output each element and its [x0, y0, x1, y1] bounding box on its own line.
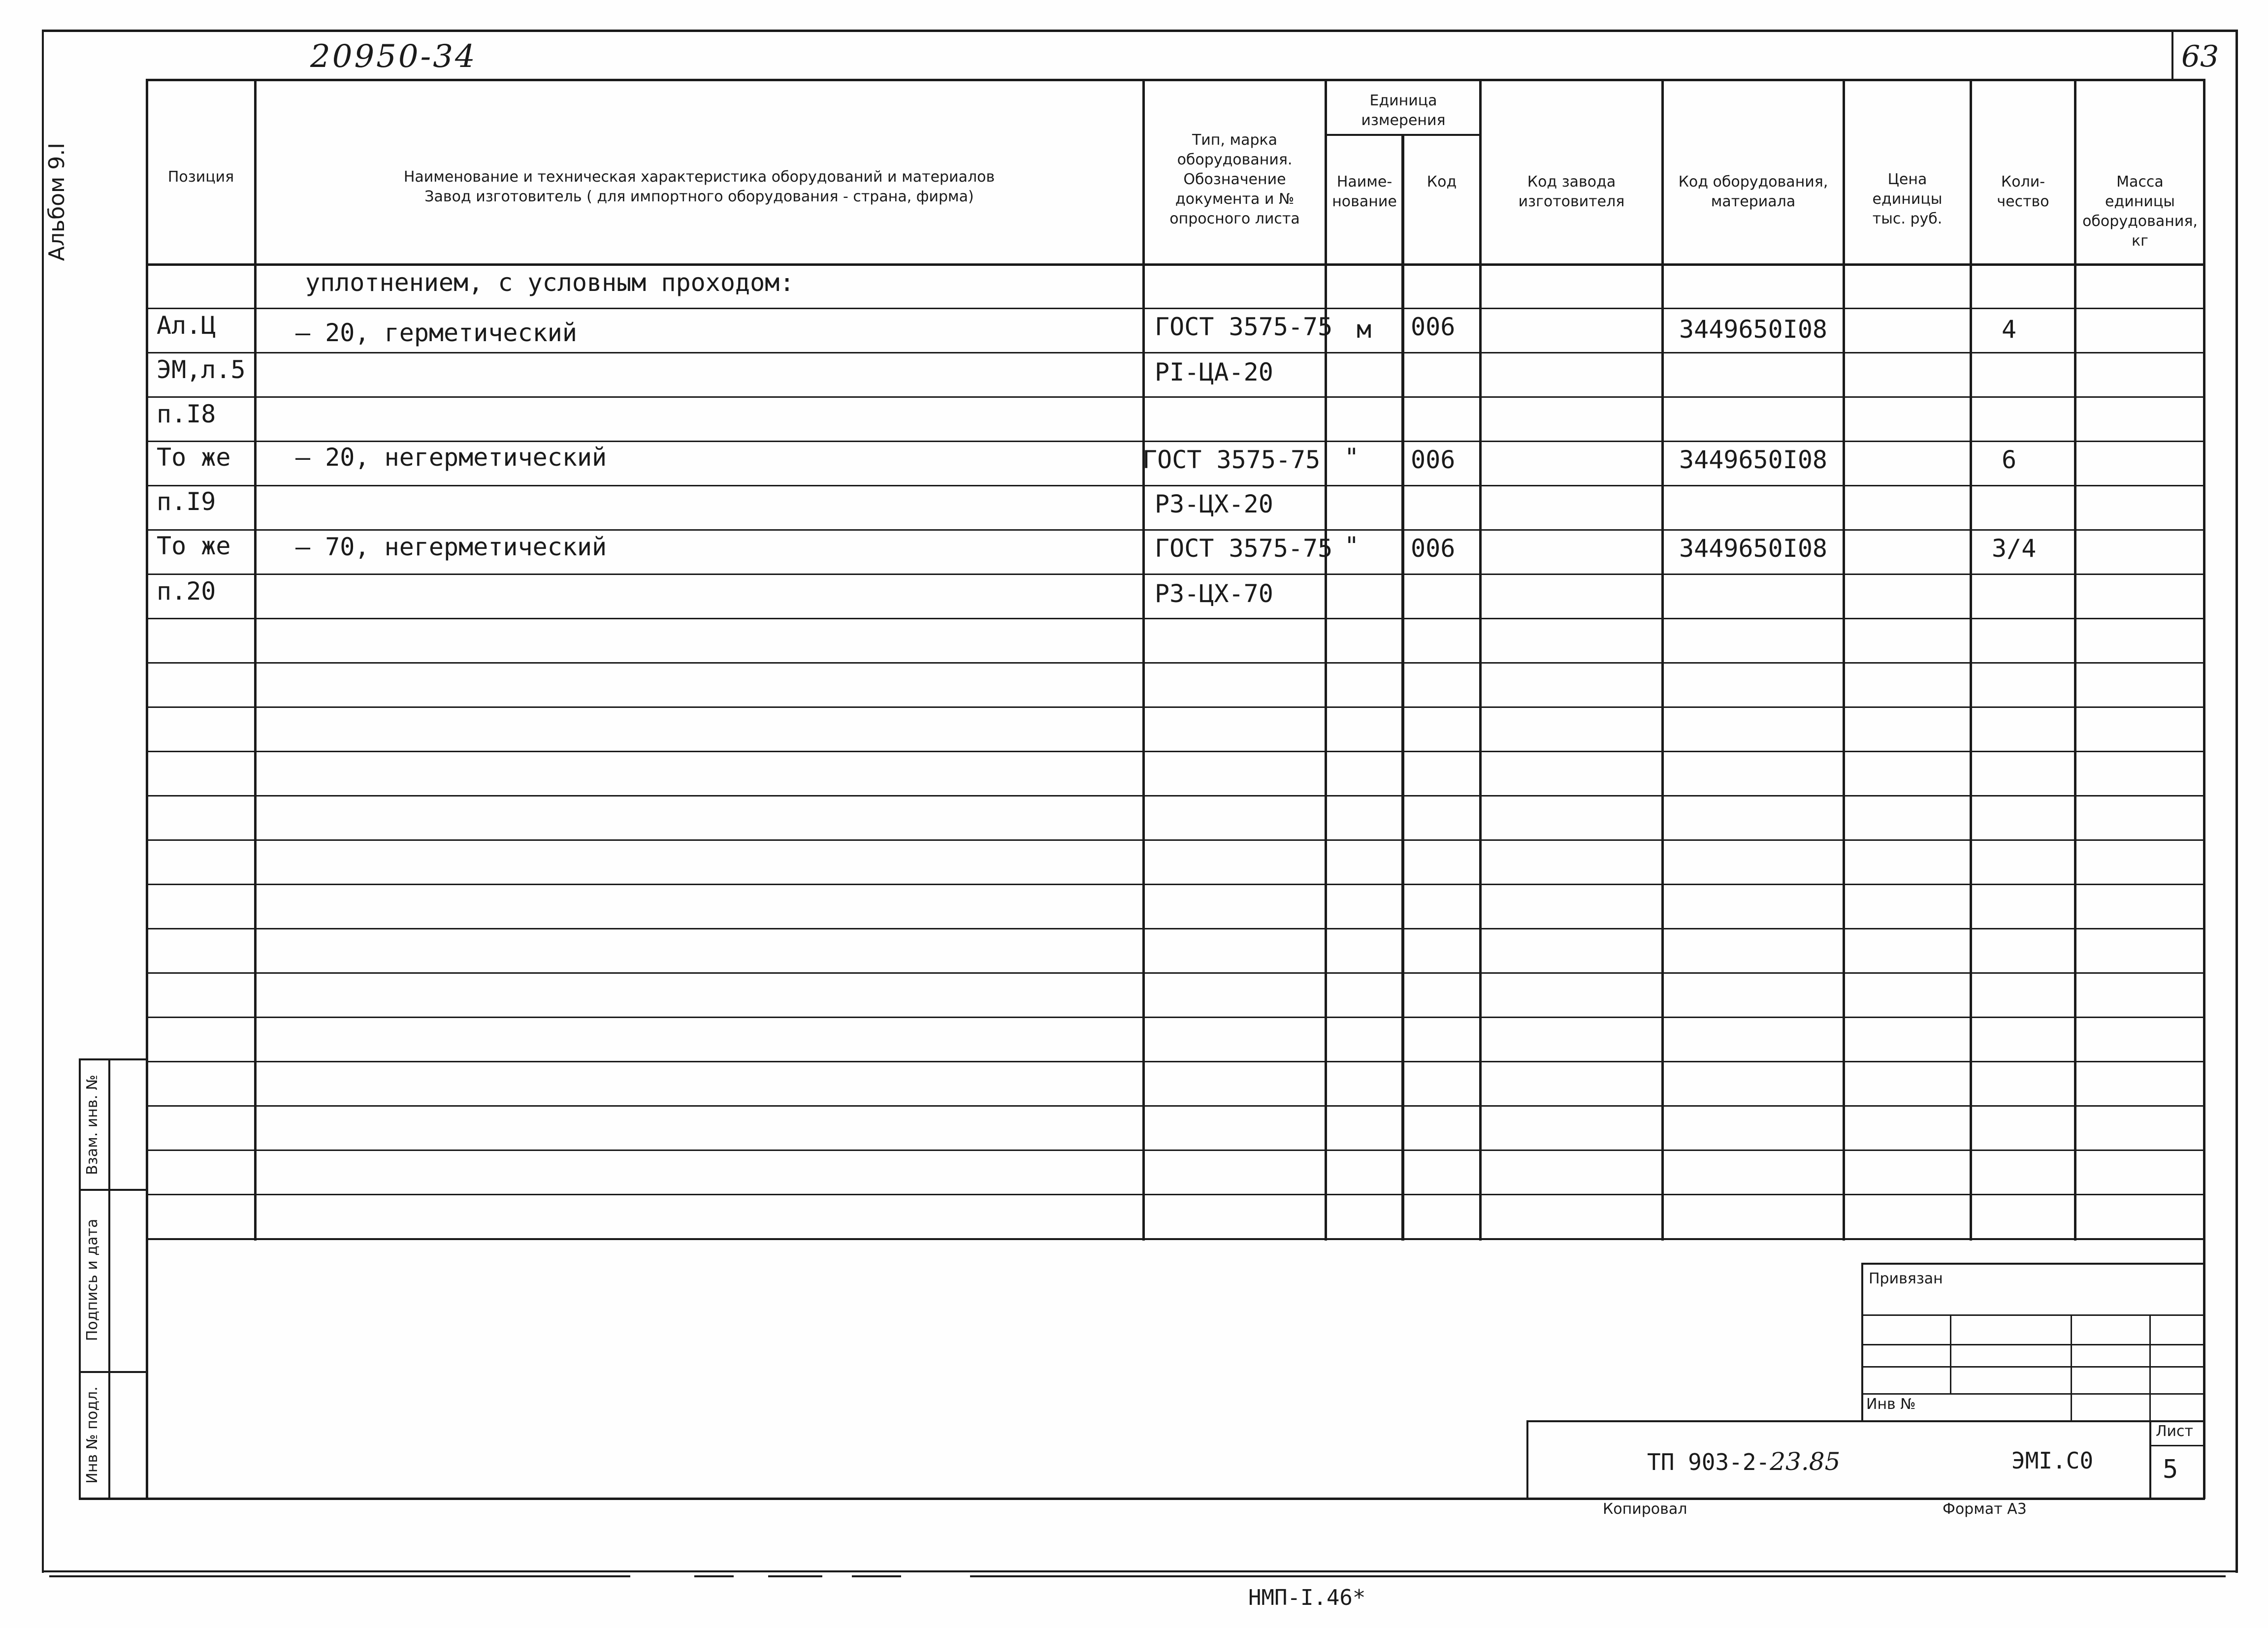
- row-4-type: ГОСТ 3575-75: [1142, 446, 1321, 474]
- sheet-corner-number: 63: [2181, 39, 2219, 74]
- hdr-price-3: тыс. руб.: [1872, 210, 1943, 227]
- hdr-price: [1845, 167, 1970, 231]
- hdr-unit-group-2: измерения: [1361, 112, 1446, 129]
- privyazan-left: [1861, 1263, 1863, 1420]
- hdr-name-line1: Наименование и техническая характеристика оборудований и материалов: [403, 168, 995, 186]
- row-7-pos: п.20: [157, 577, 216, 606]
- row-5-pos: п.I9: [157, 487, 216, 516]
- table-row-rule: [147, 441, 2205, 442]
- hdr-mass-1: Масса: [2116, 173, 2164, 191]
- doc-code-prefix: ТП 903-2-: [1647, 1449, 1770, 1475]
- row-4-name: – 20, негерметический: [295, 443, 607, 472]
- hdr-type: [1145, 118, 1325, 241]
- hdr-mass-2: единицы: [2105, 193, 2175, 210]
- table-row-rule: [147, 1105, 2205, 1107]
- hdr-mass: [2075, 167, 2204, 256]
- hdr-name-line2: Завод изготовитель ( для импортного оборудования - страна, фирма): [424, 188, 974, 205]
- row-1-name: – 20, герметический: [295, 319, 577, 347]
- side-stamp-inv: Инв № подл.: [84, 1386, 101, 1484]
- row-4-qty: 6: [2002, 446, 2017, 474]
- row-6-code: 006: [1411, 534, 1456, 563]
- hdr-type-5: опросного листа: [1169, 210, 1300, 227]
- sheet-cell-left: [2149, 1420, 2151, 1499]
- title-block-left: [1526, 1420, 1528, 1499]
- hdr-unit-name-1: Наиме-: [1336, 173, 1393, 191]
- col-line-8: [1970, 79, 1972, 1241]
- table-row-rule: [147, 1017, 2205, 1018]
- row-1-type: ГОСТ 3575-75: [1155, 313, 1333, 341]
- table-row-rule: [147, 751, 2205, 752]
- hdr-unit-name-2: нование: [1332, 193, 1397, 210]
- table-row-rule: [147, 662, 2205, 664]
- hdr-equipment-code-2: материала: [1711, 193, 1796, 210]
- footer-code: НМП-I.46*: [1248, 1585, 1366, 1610]
- title-block-top: [1526, 1420, 2203, 1422]
- col-line-7: [1843, 79, 1845, 1241]
- privyazan-h4: [1861, 1393, 2203, 1395]
- hdr-price-2: единицы: [1872, 191, 1943, 208]
- hdr-name: [256, 158, 1142, 217]
- side-stamp-mid: [108, 1058, 110, 1499]
- bottom-dash-2: [694, 1575, 734, 1577]
- row-4-eq: 3449650I08: [1679, 446, 1828, 474]
- row-7-type: P3-ЦХ-70: [1155, 579, 1273, 608]
- row-1-pos: Ал.Ц: [157, 311, 216, 340]
- privyazan-h2: [1861, 1344, 2203, 1345]
- table-row-rule: [147, 1194, 2205, 1195]
- table-row-rule: [147, 618, 2205, 619]
- hdr-position: Позиция: [167, 168, 234, 186]
- row-3-pos: п.I8: [157, 400, 216, 428]
- row-4-pos: То же: [157, 443, 231, 472]
- frame-top: [42, 30, 2238, 32]
- inner-frame-bottom: [79, 1498, 2205, 1500]
- row-1-unit: м: [1357, 315, 1372, 344]
- hdr-price-1: Цена: [1887, 171, 1927, 188]
- row-6-name: – 70, негерметический: [295, 533, 607, 561]
- table-row-rule: [147, 1061, 2205, 1062]
- hdr-mass-3: оборудования,: [2082, 213, 2198, 230]
- inner-frame-top: [147, 79, 2205, 81]
- hdr-equipment-code: [1664, 167, 1843, 217]
- header-bottom-line: [147, 263, 2205, 266]
- sheet-label: Лист: [2156, 1423, 2194, 1440]
- row-4-code: 006: [1411, 446, 1456, 474]
- row-1-qty: 4: [2002, 315, 2017, 344]
- hdr-plant-code-1: Код завода: [1527, 173, 1616, 191]
- row-2-type: PI-ЦА-20: [1155, 358, 1273, 386]
- hdr-type-2: оборудования.: [1177, 151, 1293, 168]
- privyazan-v2: [2071, 1314, 2072, 1420]
- hdr-type-3: Обозначение: [1183, 171, 1286, 188]
- row-5-type: P3-ЦХ-20: [1155, 490, 1273, 518]
- table-bottom-line: [147, 1238, 2205, 1240]
- row-6-qty: 3/4: [1992, 534, 2037, 563]
- hdr-unit-group: [1327, 89, 1480, 133]
- bottom-dash-1: [49, 1575, 630, 1577]
- col-line-2: [1142, 79, 1145, 1241]
- table-row-rule: [147, 706, 2205, 708]
- col-line-5: [1479, 79, 1482, 1241]
- archive-number: 20950-34: [310, 38, 477, 75]
- row-1-code: 006: [1411, 313, 1456, 341]
- inner-frame-right: [2203, 79, 2205, 1499]
- row-2-pos: ЭМ,л.5: [157, 355, 246, 384]
- table-row-rule: [147, 928, 2205, 929]
- doc-code-handwritten: 23.85: [1770, 1447, 1841, 1476]
- privyazan-top: [1861, 1263, 2203, 1265]
- hdr-qty-1: Коли-: [2001, 173, 2045, 191]
- row-0-name: уплотнением, с условным проходом:: [305, 268, 795, 297]
- row-6-type: ГОСТ 3575-75: [1155, 534, 1333, 563]
- row-6-pos: То же: [157, 532, 231, 560]
- row-4-unit: ": [1344, 443, 1360, 472]
- unit-group-line: [1325, 134, 1482, 136]
- bottom-dash-4: [852, 1575, 901, 1577]
- doc-code: [1647, 1447, 1840, 1476]
- frame-left: [42, 30, 44, 1573]
- privyazan-v3: [2149, 1314, 2151, 1420]
- privyazan-h1: [1861, 1314, 2203, 1316]
- copied-label: Копировал: [1603, 1500, 1687, 1518]
- hdr-type-4: документа и №: [1175, 191, 1295, 208]
- privyazan-h3: [1861, 1366, 2203, 1368]
- inv-no-label: Инв №: [1866, 1396, 1916, 1413]
- hdr-plant-code-2: изготовителя: [1518, 193, 1625, 210]
- row-6-eq: 3449650I08: [1679, 534, 1828, 563]
- side-stamp-podpis: Подпись и дата: [84, 1218, 101, 1341]
- table-row-rule: [147, 352, 2205, 353]
- frame-right: [2236, 30, 2238, 1573]
- table-row-rule: [147, 795, 2205, 797]
- col-line-3: [1325, 79, 1327, 1241]
- row-1-eq: 3449650I08: [1679, 315, 1828, 344]
- hdr-mass-4: кг: [2132, 232, 2148, 250]
- corner-box-left: [2171, 30, 2173, 81]
- row-6-unit: ": [1344, 532, 1360, 560]
- hdr-unit-group-1: Единица: [1369, 92, 1437, 109]
- sheet-code: ЭМI.C0: [2011, 1447, 2094, 1474]
- bottom-dash-3: [768, 1575, 822, 1577]
- sheet-cell-split: [2149, 1445, 2203, 1446]
- table-row-rule: [147, 884, 2205, 885]
- table-row-rule: [147, 396, 2205, 398]
- album-label: Альбом 9.I: [44, 142, 69, 261]
- col-line-1: [254, 79, 257, 1241]
- hdr-qty: [1972, 167, 2074, 217]
- side-stamp-left: [79, 1058, 81, 1499]
- col-line-6: [1661, 79, 1664, 1241]
- hdr-unit-name: [1327, 167, 1402, 217]
- hdr-equipment-code-1: Код оборудования,: [1678, 173, 1828, 191]
- inner-frame-left: [146, 79, 148, 1499]
- table-row-rule: [147, 308, 2205, 309]
- table-row-rule: [147, 1149, 2205, 1151]
- bottom-dash-5: [970, 1575, 2226, 1577]
- format-label: Формат А3: [1943, 1500, 2027, 1518]
- table-row-rule: [147, 529, 2205, 531]
- privyazan-v1: [1950, 1314, 1951, 1393]
- table-row-rule: [147, 839, 2205, 841]
- side-stamp-vzam: Взам. инв. №: [84, 1075, 101, 1175]
- hdr-plant-code: [1482, 167, 1661, 217]
- table-row-rule: [147, 972, 2205, 974]
- hdr-unit-code: Код: [1426, 173, 1457, 191]
- privyazan-label: Привязан: [1869, 1270, 1943, 1287]
- table-row-rule: [147, 574, 2205, 575]
- table-row-rule: [147, 485, 2205, 486]
- frame-bottom: [42, 1570, 2238, 1572]
- col-line-4: [1401, 135, 1404, 1241]
- hdr-qty-2: чество: [1997, 193, 2049, 210]
- sheet-number: 5: [2163, 1455, 2178, 1484]
- hdr-type-1: Тип, марка: [1192, 131, 1278, 149]
